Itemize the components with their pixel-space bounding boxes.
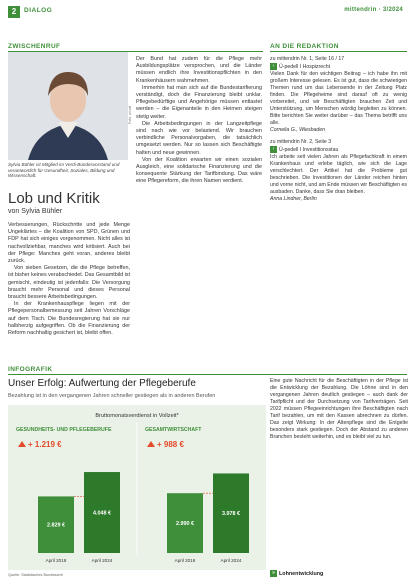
lohnentwicklung-link[interactable]: » Lohnentwicklung xyxy=(270,570,408,577)
chart-container xyxy=(8,405,266,570)
paragraph: Der Bund hat zudem für die Pflege mehr Ausbildungsplätze versprochen, und die Länder müssen endlich ihre Investitionspflichten in den Krankenhäusern wahrnehmen. xyxy=(136,56,262,84)
infografik-text: Eine gute Nachricht für die Beschäftigten in der Pflege ist die Entwicklung der Bezahlung. Die Löhne sind in den vergangenen Jahren deutlich gestiegen – auch dank der Tarifpflicht und der Durchsetzung von Tarifverträgen. Seit 2022 müssen Pflegeeinrichtungen ihre Beschäftigten nach Tarif bezahlen, um mit den Kassen abrechnen zu dürfen. Das zeigt Wirkung: In der Altenpflege sind die Entgelte besonders stark gestiegen. Doch der Abstand zu anderen Branchen besteht weiterhin, und es bleibt viel zu tun. xyxy=(270,378,408,440)
arrow-up-icon xyxy=(147,441,155,447)
article-column-2 xyxy=(136,56,262,362)
article-column-1 xyxy=(8,222,130,362)
section-label: DIALOG xyxy=(24,7,53,14)
letter-signature: Anna Lindner, Berlin xyxy=(270,195,317,202)
divider xyxy=(8,374,407,375)
photo-credit: Foto: privat xyxy=(128,106,132,124)
letter-reference: zu mittendrin Nr. 1, Seite 16 / 17 xyxy=(270,56,345,62)
bar-value-label: 3.978 € xyxy=(222,511,240,518)
link-icon: » xyxy=(270,570,277,577)
redaktion-label: AN DIE REDAKTION xyxy=(270,43,339,50)
letter-reference: zu mittendrin Nr. 2, Seite 3 xyxy=(270,138,332,145)
x-tick-label: April 2019 xyxy=(45,558,67,563)
chart-title: GESAMTWIRTSCHAFT xyxy=(145,427,202,433)
zwischenruf-label: ZWISCHENRUF xyxy=(8,43,61,50)
letter-topic[interactable]: › Ü-pedell I Hospizrecht xyxy=(270,63,407,71)
divider xyxy=(270,51,407,52)
author-photo xyxy=(8,52,128,160)
infografik-label: INFOGRAFIK xyxy=(8,366,53,373)
portrait-image xyxy=(8,52,128,160)
letter-topic[interactable]: › Ü-pedell I Investitionsstau xyxy=(270,146,407,154)
arrow-icon: › xyxy=(270,63,277,70)
x-tick-label: April 2024 xyxy=(91,558,113,563)
bar-value-label: 2.990 € xyxy=(176,521,194,528)
paragraph: Von sieben Gesetzen, die die Pflege betreffen, ist bisher keines verabschiedet. Das Gesamtbild ist gemischt, eindeutig ist jedenfalls: Die Versorgung braucht mehr Personal und dieses Personal braucht bessere Arbeitsbedingungen. xyxy=(8,265,130,301)
letter-signature: Cornelia G., Wiesbaden xyxy=(270,126,326,133)
chart-difference: + 1.219 € xyxy=(28,440,62,449)
page-number: 2 xyxy=(8,6,20,18)
chart-title: GESUNDHEITS- UND PFLEGEBERUFE xyxy=(16,427,112,433)
paragraph: In der Krankenhauspflege liegen mit der Pflegepersonalbemessung seit Jahren Vorschläge auf dem Tisch. Die Bundesregierung hat sie nur halbherzig aufgegriffen. Ob die Finanzierung der Reform nachhaltig gesichert ist, bleibt offen. xyxy=(8,301,130,337)
chart-difference: + 988 € xyxy=(157,440,184,449)
paragraph: Immerhin hat man sich auf die Bundestarifierung verständigt, doch die Finanzierung bleibt unklar. Pflegebedürftige und Angehörige müssen entlastet werden – die Eigenanteile in den Heimen steigen stetig weiter. xyxy=(136,84,262,120)
chart-header: Bruttomonatsverdienst in Vollzeit* xyxy=(95,413,179,419)
article-title: Lob und Kritik xyxy=(8,190,100,207)
bar-value-label: 2.829 € xyxy=(47,522,65,529)
x-tick-label: April 2024 xyxy=(220,558,242,563)
infografik-text-column xyxy=(270,378,408,577)
bar-chart xyxy=(8,405,266,570)
bar-value-label: 4.048 € xyxy=(93,510,111,517)
letter-body: Ich arbeite seit vielen Jahren als Pflegefachkraft in einem Krankenhaus und erlebe täglich, wie sich die Lage verschlechtert. Der Artikel hat die Probleme gut beschrieben. Die Investitionen der Länder reichen hinten und vorne nicht, und am Ende müssen wir Beschäftigten es ausbaden. Danke, dass Sie dran bleiben. xyxy=(270,153,407,195)
paragraph: Von der Koalition erwarten wir einen sozialen Ausgleich, eine solidarische Finanzierung und die konsequente Stärkung der Tarifbindung. Das wäre eine Pflegereform, die ihren Namen verdient. xyxy=(136,156,262,185)
infografik-subtitle: Bezahlung ist in den vergangenen Jahren schneller gestiegen als in anderen Berufen xyxy=(8,393,216,399)
paragraph: Verbesserungen, Rückschritte und jede Menge Ungeklärtes – die Koalition von SPD, Grünen und FDP hat sich einiges vorgenommen. Nicht alles ist nachvollziehbar, manches wird kritisiert. Auch bei der Pflege: Manches geht voran, anderes bleibt zurück. xyxy=(8,222,130,265)
article-byline: von Sylvia Bühler xyxy=(8,208,63,215)
arrow-icon: › xyxy=(270,146,277,153)
chart-source: Quelle: Statistisches Bundesamt xyxy=(8,573,63,577)
x-tick-label: April 2019 xyxy=(174,558,196,563)
paragraph: Die Arbeitsbedingungen in der Langzeitpflege sind nach wie vor belastend. Wir brauchen verbindliche Personalvorgaben, die tatsächlich umgesetzt werden. Nur so lassen sich Beschäftigte halten und neue gewinnen. xyxy=(136,120,262,156)
infografik-title: Unser Erfolg: Aufwertung der Pflegeberufe xyxy=(8,378,196,389)
issue-label: mittendrin · 3/2024 xyxy=(344,7,403,13)
arrow-up-icon xyxy=(18,441,26,447)
letters-section xyxy=(270,56,407,362)
letter-body: Vielen Dank für den wichtigen Beitrag – ich habe ihn mit großem Interesse gelesen. Es ist gut, dass die schwierigen Themen rund um das Lebensende in der Zeitung Platz finden. Die Pflegeheime sind darauf oft zu wenig vorbereitet, und wir Beschäftigten brauchen Zeit und Unterstützung, um Menschen würdig begleiten zu können. Bitte berichten Sie weiter darüber – das Thema betrifft uns alle. xyxy=(270,70,407,126)
photo-caption: Sylvia Bühler ist Mitglied im Verdi-Bundesvorstand und verantwortlich für Gesundheit, Soziales, Bildung und Wissenschaft. xyxy=(8,162,120,179)
